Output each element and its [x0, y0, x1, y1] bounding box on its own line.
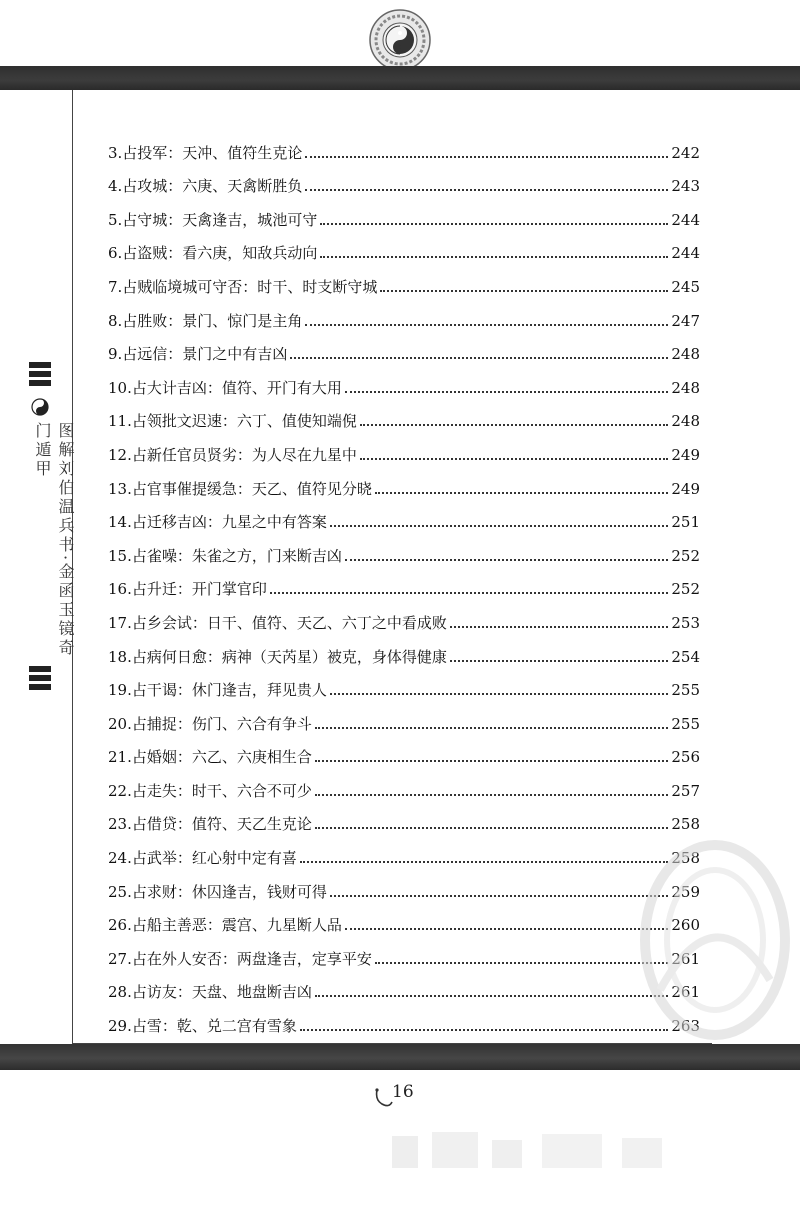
page-number [374, 1080, 434, 1114]
toc-entry-title: 5.占守城：天禽逢吉，城池可守 [108, 210, 318, 229]
toc-entry [108, 430, 700, 464]
toc-entry-title: 29.占雪：乾、兑二宫有雪象 [108, 1017, 297, 1036]
toc-entry-title: 23.占借贷：值符、天乙生克论 [108, 815, 312, 834]
toc-entry-page: 252 [671, 580, 700, 599]
toc-entry-title: 26.占船主善恶：震宫、九星断人品 [108, 916, 342, 935]
toc-entry-title: 15.占雀噪：朱雀之方，门来断吉凶 [108, 546, 342, 565]
toc-entry-title: 11.占领批文迟速：六丁、值使知端倪 [108, 412, 357, 431]
sidebar-bar [29, 362, 51, 368]
toc-leader-dots [315, 995, 669, 997]
toc-entry-page: 247 [671, 311, 700, 330]
toc-entry-page: 249 [671, 479, 700, 498]
toc-entry-page: 251 [671, 513, 700, 532]
toc-entry-title: 19.占干谒：休门逢吉，拜见贵人 [108, 681, 327, 700]
toc-entry [108, 598, 700, 632]
toc-leader-dots [300, 861, 669, 863]
toc-entry-page: 256 [671, 748, 700, 767]
toc-leader-dots [305, 189, 668, 191]
toc-leader-dots [315, 727, 669, 729]
toc-entry-page: 245 [671, 277, 700, 296]
toc-entry-title: 16.占升迁：开门掌官印 [108, 580, 267, 599]
toc-entry-page: 249 [671, 445, 700, 464]
sidebar-title-text: 图解刘伯温兵书·金函玉镜奇门遁甲 [33, 422, 75, 659]
toc-entry [108, 666, 700, 700]
toc-leader-dots [330, 693, 669, 695]
toc-leader-dots [315, 827, 669, 829]
toc-entry-title: 12.占新任官员贤劣：为人尽在九星中 [108, 445, 357, 464]
toc-entry [108, 968, 700, 1002]
toc-entry [108, 632, 700, 666]
toc-leader-dots [330, 525, 669, 527]
toc-entry [108, 733, 700, 767]
toc-entry-page: 259 [671, 882, 700, 901]
toc-entry-title: 21.占婚姻：六乙、六庚相生合 [108, 748, 312, 767]
toc-leader-dots [305, 156, 668, 158]
toc-entry [108, 833, 700, 867]
header-band [0, 66, 800, 90]
sidebar-bar [29, 684, 51, 690]
toc-entry [108, 934, 700, 968]
page-number-text: 16 [392, 1082, 414, 1102]
toc-entry-title: 9.占远信：景门之中有吉凶 [108, 345, 288, 364]
toc-entry [108, 128, 700, 162]
toc-entry-title: 17.占乡会试：日干、值符、天乙、六丁之中看成败 [108, 613, 447, 632]
sidebar-bar [29, 380, 51, 386]
toc-entry-page: 261 [671, 983, 700, 1002]
toc-entry [108, 867, 700, 901]
toc-leader-dots [305, 324, 668, 326]
toc-entry-page: 260 [671, 916, 700, 935]
toc-entry-page: 258 [671, 849, 700, 868]
toc-entry [108, 262, 700, 296]
toc-entry [108, 296, 700, 330]
toc-entry-page: 252 [671, 546, 700, 565]
toc-leader-dots [320, 223, 668, 225]
toc-entry [108, 162, 700, 196]
toc-entry [108, 363, 700, 397]
toc-leader-dots [360, 424, 669, 426]
toc-entry [108, 901, 700, 935]
taiji-icon [31, 398, 49, 416]
toc-entry [108, 330, 700, 364]
sidebar-bar [29, 371, 51, 377]
toc-leader-dots [345, 391, 669, 393]
toc-entry [108, 195, 700, 229]
toc-entry-title: 7.占贼临境城可守否：时干、时支断守城 [108, 277, 378, 296]
toc-entry-page: 244 [671, 210, 700, 229]
toc-entry-page: 242 [671, 143, 700, 162]
toc-entry-title: 8.占胜败：景门、惊门是主角 [108, 311, 303, 330]
footer-band [0, 1044, 800, 1070]
swirl-ornament-icon [374, 1086, 394, 1112]
toc-entry-title: 14.占迁移吉凶：九星之中有答案 [108, 513, 327, 532]
toc-entry [108, 800, 700, 834]
toc-entry-title: 27.占在外人安否：两盘逢吉，定享平安 [108, 949, 372, 968]
toc-leader-dots [450, 626, 669, 628]
toc-leader-dots [290, 357, 668, 359]
toc-entry-title: 20.占捕捉：伤门、六合有争斗 [108, 714, 312, 733]
toc-entry [108, 1001, 700, 1035]
toc-entry-page: 255 [671, 714, 700, 733]
toc-leader-dots [315, 794, 669, 796]
sidebar-bar [29, 675, 51, 681]
toc-entry-title: 25.占求财：休囚逢吉，钱财可得 [108, 882, 327, 901]
bagua-emblem-icon [366, 6, 434, 70]
toc-leader-dots [320, 256, 668, 258]
toc-entry [108, 498, 700, 532]
sidebar-bar [29, 666, 51, 672]
toc-entry-title: 13.占官事催提缓急：天乙、值符见分晓 [108, 479, 372, 498]
toc-leader-dots [375, 492, 669, 494]
toc-entry-page: 253 [671, 613, 700, 632]
toc-entry [108, 565, 700, 599]
toc-entry-page: 257 [671, 781, 700, 800]
toc-entry-page: 261 [671, 949, 700, 968]
toc-entry-page: 248 [671, 412, 700, 431]
toc-entry-page: 244 [671, 244, 700, 263]
toc-entry-title: 3.占投军：天冲、值符生克论 [108, 143, 303, 162]
toc-entry-title: 24.占武举：红心射中定有喜 [108, 849, 297, 868]
toc-entry-title: 18.占病何日愈：病神（天芮星）被克，身体得健康 [108, 647, 447, 666]
toc-leader-dots [270, 592, 669, 594]
toc-entry-page: 263 [671, 1017, 700, 1036]
toc-leader-dots [360, 458, 669, 460]
toc-entry-page: 255 [671, 681, 700, 700]
toc-entry-page: 243 [671, 177, 700, 196]
toc-entry-title: 4.占攻城：六庚、天禽断胜负 [108, 177, 303, 196]
toc-entry-page: 248 [671, 378, 700, 397]
table-of-contents [108, 128, 700, 1035]
toc-entry-title: 28.占访友：天盘、地盘断吉凶 [108, 983, 312, 1002]
toc-entry [108, 699, 700, 733]
toc-entry-page: 258 [671, 815, 700, 834]
toc-entry-page: 248 [671, 345, 700, 364]
toc-entry [108, 531, 700, 565]
toc-entry-title: 22.占走失：时干、六合不可少 [108, 781, 312, 800]
toc-entry [108, 229, 700, 263]
toc-entry-title: 10.占大计吉凶：值符、开门有大用 [108, 378, 342, 397]
toc-leader-dots [380, 290, 668, 292]
toc-leader-dots [315, 760, 669, 762]
toc-leader-dots [300, 1029, 669, 1031]
toc-entry [108, 766, 700, 800]
bleed-through-marks [392, 1130, 692, 1170]
toc-leader-dots [330, 895, 669, 897]
toc-entry [108, 397, 700, 431]
toc-entry [108, 464, 700, 498]
watermark-seal-icon [620, 830, 790, 1040]
toc-leader-dots [345, 559, 669, 561]
toc-leader-dots [450, 660, 669, 662]
toc-entry-page: 254 [671, 647, 700, 666]
sidebar-book-title [20, 362, 75, 702]
toc-entry-title: 6.占盗贼：看六庚，知敌兵动向 [108, 244, 318, 263]
